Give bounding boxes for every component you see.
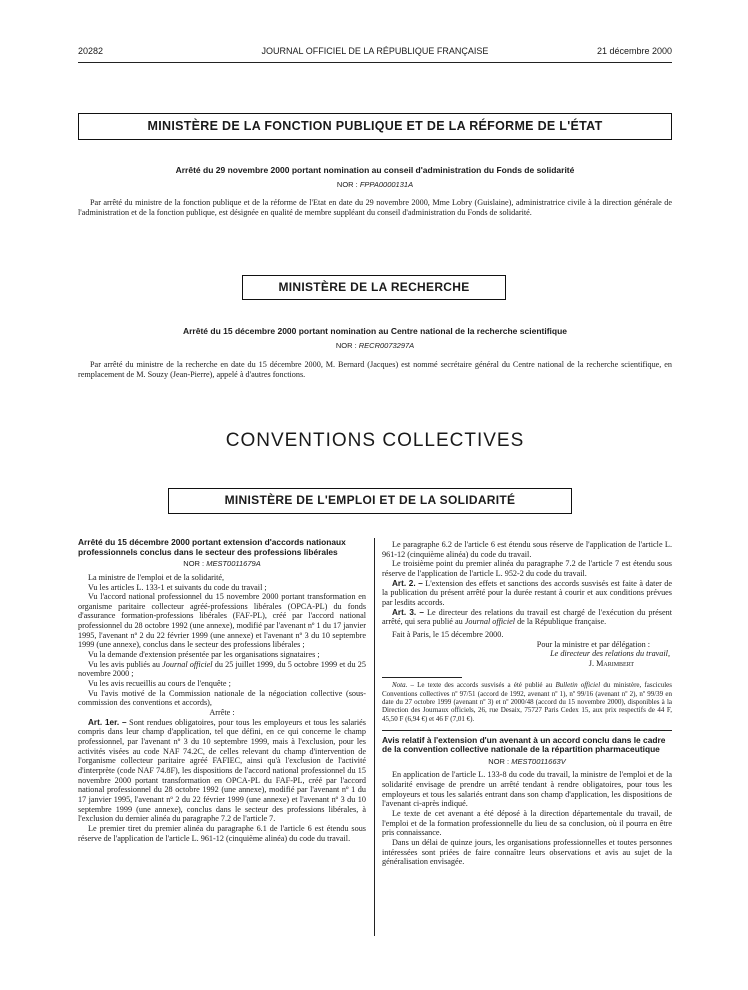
arrete-title: Arrêté du 15 décembre 2000 portant nomination au Centre national de la recherche scientifique xyxy=(182,326,568,336)
column-divider xyxy=(374,538,375,936)
arrete-heading: Arrête : xyxy=(209,708,235,718)
note-rule xyxy=(382,677,462,678)
directeur-line xyxy=(382,649,672,659)
nota-label: Nota. – xyxy=(392,681,415,690)
paragraph: Vu les articles L. 133-1 et suivants du code du travail ; xyxy=(88,582,267,592)
paragraph: Vu l'avis motivé de la Commission nationale de la négociation collective (sous-commission des conventions et accords), xyxy=(78,688,366,708)
text: du 25 juillet 1999, du 5 octobre 1999 et du 25 novembre 2000 ; xyxy=(78,659,366,679)
paragraph: Dans un délai de quinze jours, les organisations professionnelles et toutes personnes intéressées sont priées de faire connaître leurs observations et avis au sujet de la généralisation envisagée. xyxy=(382,838,672,867)
article-3 xyxy=(382,608,672,627)
nota xyxy=(382,681,672,722)
article-label: Art. 3. – xyxy=(392,607,424,617)
fait-a-paris: Fait à Paris, le 15 décembre 2000. xyxy=(392,629,504,639)
paragraph: Le troisième point du premier alinéa du paragraphe 7.2 de l'article 7 est étendu sous réserve de l'application de l'article L. 952-2 du code du travail. xyxy=(382,559,672,578)
arrete-title: Arrêté du 15 décembre 2000 portant extension d'accords nationaux professionnels conclus dans le secteur des professions libérales xyxy=(78,537,346,557)
paragraph: Le premier tiret du premier alinéa du paragraphe 6.1 de l'article 6 est étendu sous réserve de l'application de l'article L. 961-12 (cinquième alinéa) du code du travail. xyxy=(78,823,366,843)
left-column xyxy=(78,538,366,843)
nor-label: NOR : xyxy=(336,180,360,189)
paragraph: Vu la demande d'extension présentée par les organisations signataires ; xyxy=(88,650,320,660)
article-text: L'extension des effets et sanctions des accords susvisés est faite à dater de la publication du présent arrêté pour la durée restant à courir et aux conditions prévues par lesdits accords. xyxy=(382,578,672,607)
journal-officiel-italic: Journal officiel xyxy=(162,659,213,669)
section-body: Par arrêté du ministre de la fonction publique et de la réforme de l'Etat en date du 29 novembre 2000, Mme Lobry (Guislaine), administratrice civile à la direction générale de l'administration et de la fonction publique, est désignée en qualité de membre suppléant du conseil d'administration du Fonds de solidarité. xyxy=(78,198,672,217)
nota-text: Le texte des accords susvisés a été publié au xyxy=(414,681,556,690)
nota-text: du ministère, fascicules Conventions collectives nº 97/51 (accord de 1992, avenant nº 1), nº 99/16 (avenant nº 2), nº 99/39 en date du 27 octobre 1999 (avenant nº 3) et nº 2000/48 (accord du 15 novembre 2000), disponibles à la Direction des Journaux officiels, 26, rue Desaix, 75727 Paris Cedex 15, aux prix respectifs de 44 F, 45,50 F (6,94 €) et 46 F (7,01 €). xyxy=(382,681,673,723)
article-label: Art. 2. – xyxy=(392,578,423,588)
ministry-title: MINISTÈRE DE LA RECHERCHE xyxy=(278,280,470,294)
directeur-title: Le directeur des relations du travail, xyxy=(550,649,670,659)
nor-code: MEST0011663V xyxy=(511,756,566,766)
bulletin-officiel-italic: Bulletin officiel xyxy=(555,681,601,690)
paragraph xyxy=(78,660,366,679)
ministry-box-recherche xyxy=(242,275,506,300)
paragraph: Le texte de cet avenant a été déposé à la direction départementale du travail, de l'emploi et de la formation professionnelle du lieu de sa conclusion, où il pourra en être pris connaissance. xyxy=(382,809,672,838)
article-1 xyxy=(78,718,366,824)
article-2 xyxy=(382,579,672,608)
ministry-box-emploi xyxy=(168,488,572,514)
article-text: Le directeur des relations du travail est chargé de l'exécution du présent arrêté, qui sera publié au xyxy=(382,607,672,627)
paragraph: La ministre de l'emploi et de la solidarité, xyxy=(88,572,225,582)
text: Vu les avis publiés au xyxy=(88,659,163,669)
journal-title: JOURNAL OFFICIEL DE LA RÉPUBLIQUE FRANÇAISE xyxy=(261,46,489,56)
paragraph: Vu les avis recueillis au cours de l'enquête ; xyxy=(88,679,231,689)
right-column xyxy=(382,540,672,867)
nor-label: NOR : xyxy=(335,341,359,350)
paragraph: Vu l'accord national professionnel du 15 novembre 2000 portant transformation en organisme paritaire collecteur agréé-professions libérales (OPCA-PL) du fonds d'assurance formation-professions libérales (FAF-PL), créé par l'accord national professionnel du 28 octobre 1992 (une annexe), modifié par l'avenant nº 1 du 17 janvier 1995, l'avenant nº 2 du 22 février 1999 (une annexe) et l'avenant nº 3 du 10 septembre 1999 (une annexe), conclus dans le secteur des professions libérales ; xyxy=(78,592,366,650)
delegation-line: Pour la ministre et par délégation : xyxy=(536,639,650,649)
article-label: Art. 1er. – xyxy=(88,717,127,727)
nor-reference xyxy=(382,757,672,767)
nor-reference xyxy=(78,341,672,350)
nor-code: MEST0011679A xyxy=(206,559,261,569)
paragraph: Le paragraphe 6.2 de l'article 6 est étendu sous réserve de l'application de l'article L. 961-12 (cinquième alinéa) du code du travail. xyxy=(382,540,672,559)
signature: J. Marimbert xyxy=(588,658,634,668)
journal-officiel-italic: Journal officiel xyxy=(464,617,516,627)
nor-reference xyxy=(78,180,672,189)
nor-reference xyxy=(78,559,366,569)
conventions-title: CONVENTIONS COLLECTIVES xyxy=(225,430,525,451)
avis-title: Avis relatif à l'extension d'un avenant à un accord conclu dans le cadre de la convention collective nationale de la répartition pharmaceutique xyxy=(382,734,666,755)
ministry-box-fonction-publique xyxy=(78,113,672,140)
header-rule xyxy=(78,62,672,63)
nor-label: NOR : xyxy=(488,756,512,766)
nor-code: FPPA0000131A xyxy=(359,180,414,189)
page-number: 20282 xyxy=(78,46,104,56)
ministry-title: MINISTÈRE DE LA FONCTION PUBLIQUE ET DE LA RÉFORME DE L'ÉTAT xyxy=(147,119,603,133)
ministry-title: MINISTÈRE DE L'EMPLOI ET DE LA SOLIDARITÉ xyxy=(224,493,516,507)
paragraph: En application de l'article L. 133-8 du code du travail, la ministre de l'emploi et de la solidarité envisage de prendre un arrêté tendant à rendre obligatoires, pour tous les employeurs et tous les salariés entrant dans son champ d'application, les dispositions de l'avenant ci-après indiqué. xyxy=(382,770,672,809)
nor-code: RECR0073297A xyxy=(358,341,415,350)
nor-label: NOR : xyxy=(183,559,207,569)
article-text: de la République française. xyxy=(515,617,607,627)
publication-date: 21 décembre 2000 xyxy=(596,46,672,56)
running-header xyxy=(78,46,672,60)
article-text: Sont rendues obligatoires, pour tous les employeurs et tous les salariés compris dans leur champ d'application, tel que défini, en ce qui concerne le champ professionnel, par l'avenant nº 3 du 10 septembre 1999, mais à l'exclusion, pour les activités visées au code NAF 74.2C, de celles relevant du champ d'intervention de l'organisme collecteur paritaire agréé FAFIEC, ainsi qu'à l'exclusion de l'activité d'interprète (code NAF 74.8F), les dispositions de l'accord national professionnel du 15 novembre 2000 portant transformation en OPCA-PL du FAF-PL, créé par l'accord national professionnel du 28 octobre 1992 (une annexe), modifié par l'avenant nº 1 du 17 janvier 1995, l'avenant nº 2 du 22 février 1999 (une annexe) et l'avenant nº 3 du 10 septembre 1999 (une annexe), conclus dans le secteur des professions libérales, à l'exclusion du dernier alinéa du paragraphe 7.2 de l'article 7. xyxy=(78,717,366,824)
section-rule xyxy=(382,730,672,731)
arrete-title: Arrêté du 29 novembre 2000 portant nomination au conseil d'administration du Fonds de solidarité xyxy=(175,165,575,175)
section-body: Par arrêté du ministre de la recherche en date du 15 décembre 2000, M. Bernard (Jacques) est nommé secrétaire général du Centre national de la recherche scientifique, en remplacement de M. Souzy (Jean-Pierre), appelé à d'autres fonctions. xyxy=(78,360,672,379)
